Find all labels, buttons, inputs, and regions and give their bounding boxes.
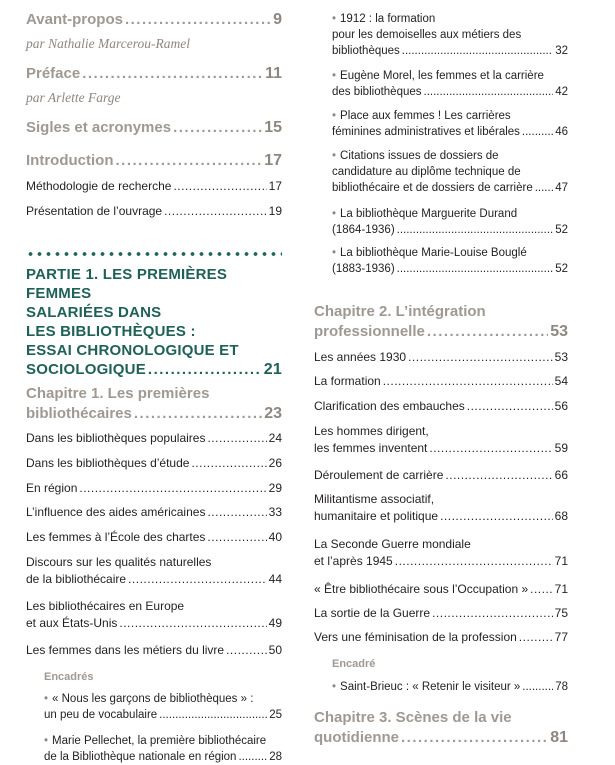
part-title-line: LES BIBLIOTHÈQUES : — [26, 323, 196, 340]
encadre-title: féminines administratives et libérales — [332, 126, 520, 138]
toc-entry-page: 24 — [268, 431, 282, 445]
encadre-title: bibliothèques — [332, 45, 400, 57]
toc-encadre[interactable] — [332, 679, 568, 695]
toc-entry-page: 19 — [268, 204, 282, 218]
toc-entry[interactable] — [314, 491, 568, 525]
toc-introduction[interactable] — [26, 151, 282, 171]
toc-entry-title: les femmes inventent — [314, 441, 428, 455]
toc-entry-page: 59 — [554, 441, 568, 455]
toc-preface[interactable] — [26, 64, 282, 84]
encadres-heading: Encadrés — [44, 671, 94, 683]
toc-page: 15 — [264, 119, 282, 136]
toc-entry[interactable] — [314, 629, 568, 646]
toc-avant-propos[interactable] — [26, 10, 282, 30]
toc-entry[interactable] — [26, 178, 282, 195]
toc-entry-page: 53 — [554, 350, 568, 364]
bullet-icon: • — [332, 13, 337, 25]
part-title-line: PARTIE 1. LES PREMIÈRES FEMMES — [26, 266, 228, 302]
toc-encadre[interactable] — [44, 733, 282, 765]
toc-title: Avant-propos — [26, 11, 123, 28]
encadre-title: un peu de vocabulaire — [44, 709, 158, 721]
chapter-title-line: Chapitre 3. Scènes de la vie — [314, 709, 512, 726]
toc-entry-title: et aux États-Unis — [26, 616, 118, 630]
encadre-page: 32 — [555, 45, 568, 57]
toc-encadre[interactable] — [332, 148, 568, 196]
toc-entry-page: 66 — [554, 468, 568, 482]
toc-entry-title: Déroulement de carrière — [314, 468, 444, 482]
toc-entry-title: Dans les bibliothèques populaires — [26, 431, 206, 445]
chapter-title-line: Chapitre 1. Les premières — [26, 385, 210, 402]
encadre-page: 28 — [269, 751, 282, 763]
toc-entry-page: 17 — [268, 179, 282, 193]
toc-entry[interactable] — [26, 504, 282, 521]
toc-entry-page: 77 — [554, 630, 568, 644]
toc-entry-title: La sortie de la Guerre — [314, 606, 431, 620]
toc-entry[interactable] — [26, 203, 282, 220]
toc-page: 17 — [264, 152, 282, 169]
toc-entry[interactable] — [314, 581, 568, 598]
encadre-title: Citations issues de dossiers de — [340, 150, 499, 162]
toc-entry-page: 44 — [268, 572, 282, 586]
encadre-title: pour les demoiselles aux métiers des — [332, 29, 522, 41]
toc-encadre[interactable] — [44, 691, 282, 723]
toc-entry[interactable] — [314, 349, 568, 366]
toc-part-1[interactable] — [26, 265, 282, 379]
toc-byline: par Nathalie Marcerou-Ramel — [26, 36, 190, 51]
toc-entry[interactable] — [26, 642, 282, 659]
toc-entry-page: 26 — [268, 456, 282, 470]
encadre-title: (1883-1936) — [332, 263, 395, 275]
toc-entry-title: L’influence des aides américaines — [26, 505, 206, 519]
encadre-title: Saint-Brieuc : « Retenir le visiteur » — [340, 681, 521, 693]
encadre-title: des bibliothèques — [332, 86, 422, 98]
bullet-icon: • — [44, 735, 49, 747]
encadre-title: La bibliothèque Marguerite Durand — [340, 208, 518, 220]
encadre-heading: Encadré — [332, 658, 376, 670]
toc-entry-title: Les bibliothécaires en Europe — [26, 599, 185, 613]
toc-page: 53 — [550, 323, 568, 340]
bullet-icon: • — [44, 693, 49, 705]
part-title-line: SOCIOLOGIQUE — [26, 361, 146, 378]
toc-entry-page: 75 — [554, 606, 568, 620]
toc-entry-title: Les femmes à l’École des chartes — [26, 530, 206, 544]
toc-entry-title: Dans les bibliothèques d’étude — [26, 456, 190, 470]
part-divider-dots — [26, 251, 282, 257]
toc-entry[interactable] — [26, 598, 282, 632]
encadre-title: Marie Pellechet, la première bibliothécaire — [52, 735, 267, 747]
toc-entry-page: 40 — [268, 530, 282, 544]
toc-entry-title: Les hommes dirigent, — [314, 424, 429, 438]
toc-entry[interactable] — [26, 430, 282, 447]
toc-chapter-2[interactable] — [314, 302, 568, 342]
chapter-title-line: bibliothécaires — [26, 405, 132, 422]
toc-entry[interactable] — [314, 423, 568, 457]
encadre-page: 47 — [555, 182, 568, 194]
toc-sigles[interactable] — [26, 118, 282, 138]
encadre-page: 42 — [555, 86, 568, 98]
toc-entry[interactable] — [314, 467, 568, 484]
chapter-title-line: quotidienne — [314, 729, 399, 746]
toc-entry-title: de la bibliothécaire — [26, 572, 127, 586]
bullet-icon: • — [332, 110, 337, 122]
toc-entry-title: Militantisme associatif, — [314, 492, 435, 506]
toc-entry-page: 68 — [554, 509, 568, 523]
toc-page: 9 — [273, 11, 282, 28]
toc-entry-title: Présentation de l’ouvrage — [26, 204, 163, 218]
chapter-title-line: professionnelle — [314, 323, 425, 340]
toc-entry[interactable] — [26, 529, 282, 546]
toc-entry-title: En région — [26, 481, 78, 495]
toc-encadre[interactable] — [332, 206, 568, 238]
toc-entry[interactable] — [314, 605, 568, 622]
encadre-title: (1864-1936) — [332, 224, 395, 236]
toc-entry[interactable] — [26, 480, 282, 497]
encadre-title: « Nous les garçons de bibliothèques » : — [52, 693, 254, 705]
toc-entry-title: « Être bibliothécaire sous l’Occupation » — [314, 582, 529, 596]
toc-chapter-3[interactable] — [314, 708, 568, 748]
toc-entry-title: Vers une féminisation de la profession — [314, 630, 517, 644]
toc-entry[interactable] — [26, 455, 282, 472]
toc-entry-page: 71 — [554, 582, 568, 596]
toc-entry[interactable] — [26, 554, 282, 588]
toc-page: 21 — [263, 361, 282, 378]
toc-title: Sigles et acronymes — [26, 119, 172, 136]
toc-entry-title: Discours sur les qualités naturelles — [26, 555, 212, 569]
encadre-title: 1912 : la formation — [340, 13, 436, 25]
toc-entry[interactable] — [314, 536, 568, 570]
toc-encadre[interactable] — [332, 68, 568, 100]
toc-entry-page: 29 — [268, 481, 282, 495]
bullet-icon: • — [332, 681, 337, 693]
toc-entry-title: Clarification des embauches — [314, 399, 465, 413]
toc-entry-page: 49 — [268, 616, 282, 630]
encadre-page: 25 — [269, 709, 282, 721]
encadre-title: Place aux femmes ! Les carrières — [340, 110, 511, 122]
toc-entry-title: La formation — [314, 374, 381, 388]
toc-page: 81 — [550, 729, 568, 746]
toc-title: Introduction — [26, 152, 114, 169]
toc-entry[interactable] — [314, 373, 568, 390]
encadre-title: candidature au diplôme technique de — [332, 166, 521, 178]
toc-entry-page: 56 — [554, 399, 568, 413]
toc-encadre[interactable] — [332, 245, 568, 277]
toc-entry-page: 71 — [554, 554, 568, 568]
toc-page: 23 — [264, 405, 282, 422]
toc-entry-page: 33 — [268, 505, 282, 519]
encadre-title: bibliothécaire et de dossiers de carrière — [332, 182, 533, 194]
toc-page: 11 — [265, 65, 282, 82]
bullet-icon: • — [332, 208, 337, 220]
part-title-line: SALARIÉES DANS — [26, 304, 162, 321]
toc-encadre[interactable] — [332, 11, 568, 59]
bullet-icon: • — [332, 70, 337, 82]
toc-entry-title: et l’après 1945 — [314, 554, 393, 568]
toc-entry-page: 54 — [554, 374, 568, 388]
toc-entry-title: Les années 1930 — [314, 350, 407, 364]
toc-title: Préface — [26, 65, 81, 82]
toc-entry-page: 50 — [268, 643, 282, 657]
bullet-icon: • — [332, 247, 337, 259]
toc-entry-title: Méthodologie de recherche — [26, 179, 172, 193]
bullet-icon: • — [332, 150, 337, 162]
toc-chapter-1[interactable] — [26, 384, 282, 424]
encadre-page: 52 — [555, 263, 568, 275]
encadre-page: 46 — [555, 126, 568, 138]
chapter-title-line: Chapitre 2. L’intégration — [314, 303, 486, 320]
encadre-title: de la Bibliothèque nationale en région — [44, 751, 237, 763]
toc-encadre[interactable] — [332, 108, 568, 140]
encadre-title: La bibliothèque Marie-Louise Bouglé — [340, 247, 527, 259]
encadre-title: Eugène Morel, les femmes et la carrière — [340, 70, 544, 82]
toc-entry[interactable] — [314, 398, 568, 415]
part-title-line: ESSAI CHRONOLOGIQUE ET — [26, 342, 239, 359]
toc-entry-title: humanitaire et politique — [314, 509, 439, 523]
encadre-page: 52 — [555, 224, 568, 236]
encadre-page: 78 — [555, 681, 568, 693]
toc-entry-title: Les femmes dans les métiers du livre — [26, 643, 225, 657]
toc-byline: par Arlette Farge — [26, 90, 121, 105]
toc-entry-title: La Seconde Guerre mondiale — [314, 537, 471, 551]
